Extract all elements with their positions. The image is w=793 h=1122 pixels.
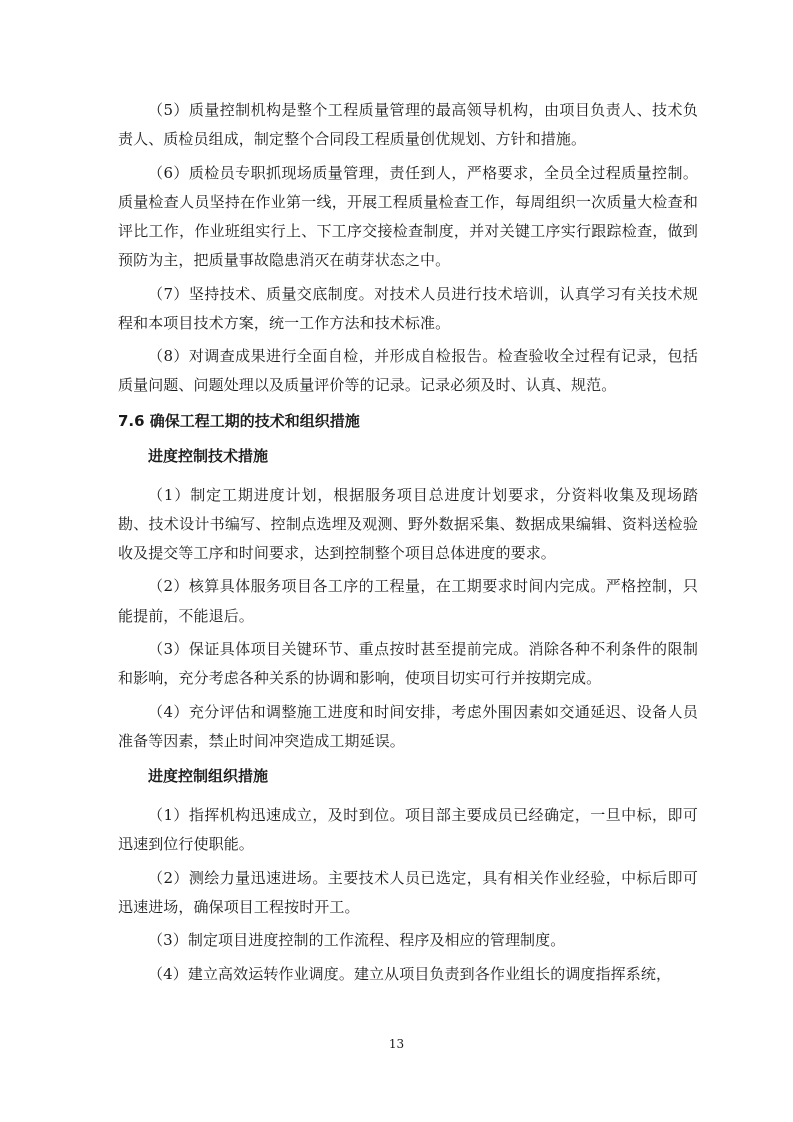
organizational-item-2: （2）测绘力量迅速进场。主要技术人员已选定，具有相关作业经验，中标后即可迅速进场，确保项目工程按时开工。: [118, 868, 698, 916]
organizational-measures-heading: 进度控制组织措施: [148, 766, 269, 785]
paragraph-8: （8）对调查成果进行全面自检，并形成自检报告。检查验收全过程有记录，包括质量问题、问题处理以及质量评价等的记录。记录必须及时、认真、规范。: [118, 347, 698, 395]
paragraph-7: （7）坚持技术、质量交底制度。对技术人员进行技术培训，认真学习有关技术规程和本项目技术方案，统一工作方法和技术标准。: [118, 284, 698, 332]
technical-measures-heading: 进度控制技术措施: [148, 446, 269, 465]
organizational-item-3: （3）制定项目进度控制的工作流程、程序及相应的管理制度。: [148, 931, 566, 950]
organizational-item-4: （4）建立高效运转作业调度。建立从项目负责到各作业组长的调度指挥系统，: [148, 964, 672, 983]
technical-item-2: （2）核算具体服务项目各工序的工程量，在工期要求时间内完成。严格控制，只能提前，不能退后。: [118, 577, 698, 625]
technical-item-3: （3）保证具体项目关键环节、重点按时甚至提前完成。消除各种不利条件的限制和影响，充分考虑各种关系的协调和影响，使项目切实可行并按期完成。: [118, 639, 698, 688]
page-number: 13: [388, 1037, 405, 1051]
paragraph-5: （5）质量控制机构是整个工程质量管理的最高领导机构，由项目负责人、技术负责人、质检员组成，制定整个合同段工程质量创优规划、方针和措施。: [118, 101, 698, 149]
technical-item-4: （4）充分评估和调整施工进度和时间安排，考虑外围因素如交通延迟、设备人员准备等因素，禁止时间冲突造成工期延误。: [118, 702, 698, 750]
section-heading: 7.6 确保工程工期的技术和组织措施: [118, 411, 360, 430]
technical-item-1: （1）制定工期进度计划，根据服务项目总进度计划要求，分资料收集及现场踏勘、技术设计书编写、控制点选埋及观测、野外数据采集、数据成果编辑、资料送检验收及提交等工序和时间要求，达到控制整个项目总体进度的要求。: [118, 485, 698, 562]
document-page: [118, 96, 698, 993]
paragraph-6: （6）质检员专职抓现场质量管理，责任到人，严格要求，全员全过程质量控制。质量检查人员坚持在作业第一线，开展工程质量检查工作，每周组织一次质量大检查和评比工作，作业班组实行上、下工序交接检查制度，并对关键工序实行跟踪检查，做到预防为主，把质量事故隐患消灭在萌芽状态之中。: [118, 163, 698, 270]
organizational-item-1: （1）指挥机构迅速成立，及时到位。项目部主要成员已经确定，一旦中标，即可迅速到位行使职能。: [118, 805, 698, 854]
